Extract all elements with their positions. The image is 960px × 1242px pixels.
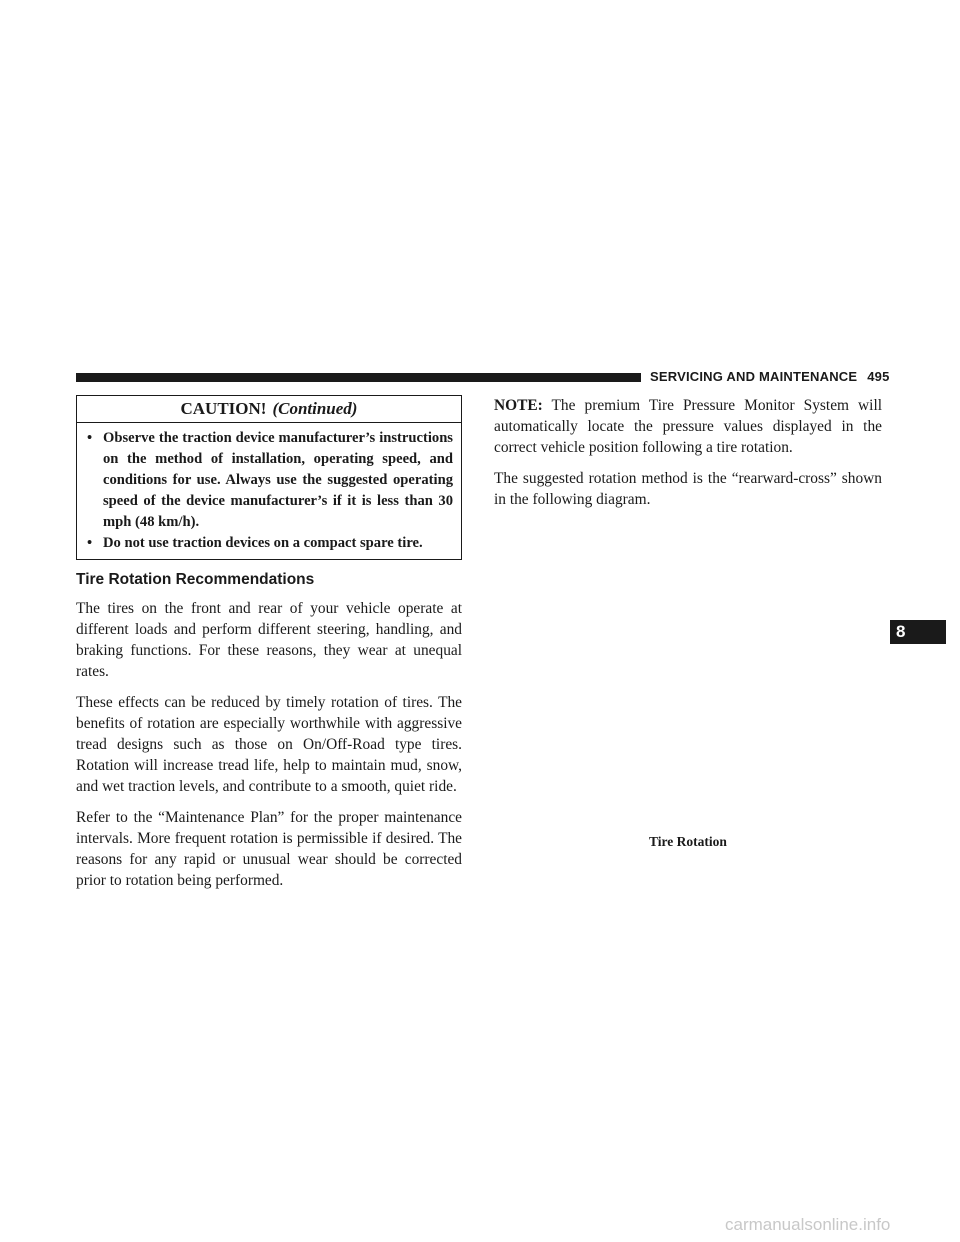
paragraph: These effects can be reduced by timely rotation of tires. The benefits of rotation are especially worthwhile with aggressive tread designs such as those on On/Off-Road type tires. Rotation will increase tread life, help to maintain mud, snow, and wet traction levels, and contribute to a smooth, quiet ride. (76, 694, 462, 795)
paragraph: The tires on the front and rear of your vehicle operate at different loads and perform different steering, handling, and braking functions. For these reasons, they wear at unequal rates. (76, 600, 462, 680)
caution-box (76, 395, 462, 560)
section-title: Tire Rotation Recommendations (76, 571, 315, 588)
figure-placeholder (494, 520, 882, 828)
section-name: SERVICING AND MAINTENANCE (650, 369, 858, 384)
header-rule (76, 373, 641, 382)
running-header (650, 369, 890, 384)
chapter-tab: 8 (890, 620, 946, 644)
bullet-icon: • (87, 535, 93, 551)
watermark: carmanualsonline.info (725, 1215, 891, 1234)
caution-continued: (Continued) (272, 399, 358, 418)
figure-caption: Tire Rotation (649, 834, 727, 849)
caution-item: • Do not use traction devices on a compact spare tire. (85, 533, 453, 554)
note-label: NOTE: (494, 397, 543, 414)
note-text: The premium Tire Pressure Monitor System will automatically locate the pressure values displayed in the correct vehicle position following a tire rotation. (494, 397, 882, 456)
caution-item: • Observe the traction device manufacturer’s instructions on the method of installation, operating speed, and conditions for use. Always use the suggested operating speed of the device manufacturer’s if it is less than 30 mph (48 km/h). (87, 430, 453, 530)
paragraph: Refer to the “Maintenance Plan” for the proper maintenance intervals. More frequent rotation is permissible if desired. The reasons for any rapid or unusual wear should be corrected prior to rotation being performed. (76, 809, 462, 889)
bullet-icon: • (87, 430, 93, 446)
caution-label: CAUTION! (180, 399, 267, 418)
note-paragraph (494, 395, 882, 458)
paragraph: The suggested rotation method is the “rearward-cross” shown in the following diagram. (494, 470, 882, 508)
caution-list (77, 423, 461, 559)
caution-header (77, 396, 461, 423)
left-column (76, 395, 462, 901)
page-number: 495 (867, 369, 890, 384)
right-column (494, 395, 882, 850)
